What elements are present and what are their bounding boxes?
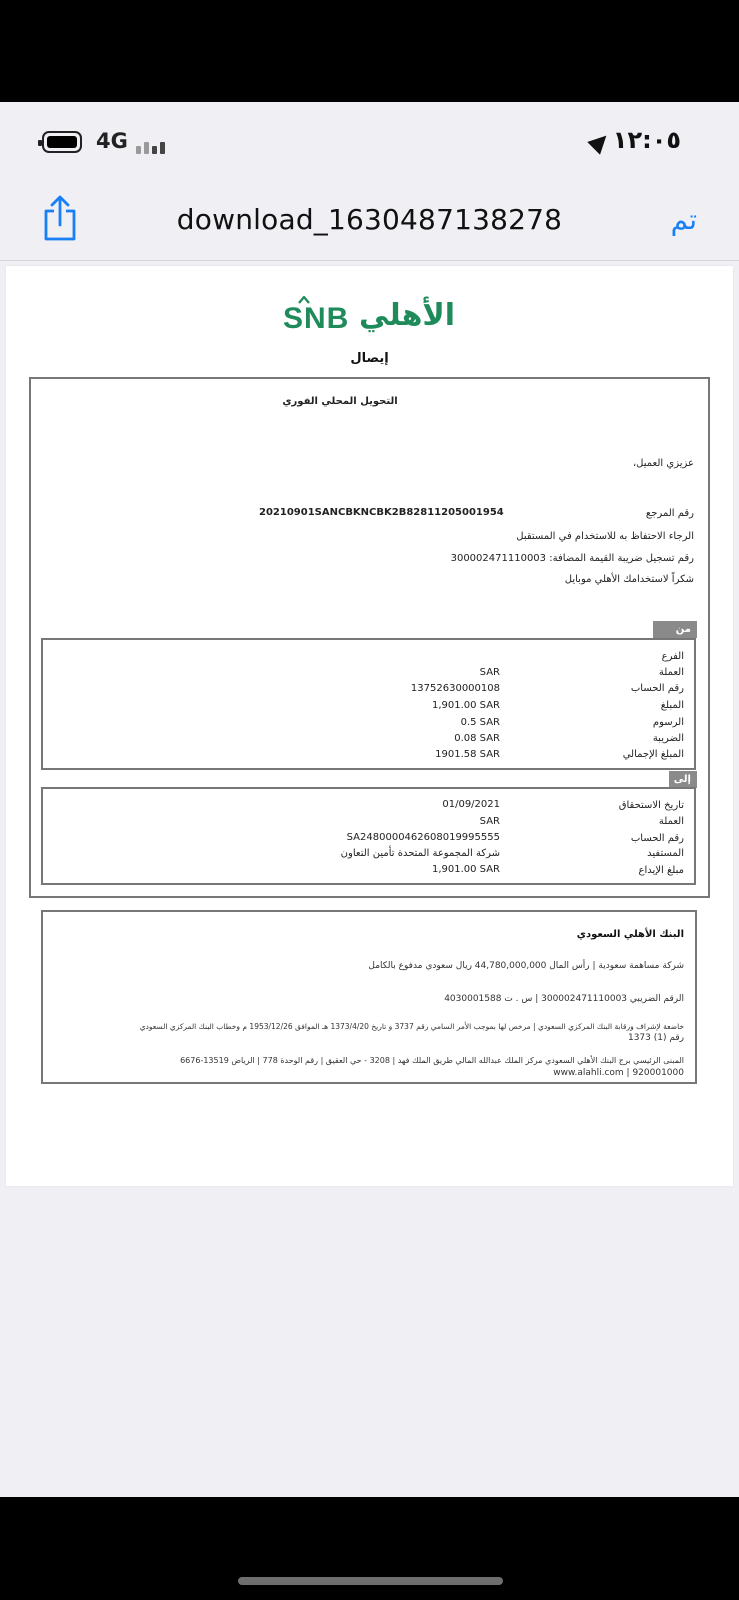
reference-label: رقم المرجع	[645, 508, 694, 519]
from-value-account: 13752630000108	[410, 683, 500, 694]
battery-nub	[38, 140, 42, 146]
from-value-amount: 1,901.00 SAR	[431, 700, 500, 711]
to-value-deposit: 1,901.00 SAR	[431, 864, 500, 875]
footer-license-no: رقم (1) 1373	[627, 1033, 684, 1043]
to-label-due-date: تاريخ الاستحقاق	[618, 800, 684, 811]
to-label-currency: العملة	[658, 816, 684, 827]
from-value-tax: 0.08 SAR	[454, 733, 500, 744]
to-label-beneficiary: المستفيد	[647, 848, 684, 859]
footer-capital: شركة مساهمة سعودية | رأس المال 44,780,000,000 ريال سعودي مدفوع بالكامل	[368, 961, 684, 971]
from-label-fees: الرسوم	[652, 717, 684, 728]
bank-logo-en: SNB	[283, 302, 350, 335]
bank-logo-ar: الأهلي	[359, 298, 456, 333]
to-tag: إلى	[669, 771, 697, 788]
to-value-beneficiary: شركة المجموعة المتحدة تأمين التعاون	[340, 848, 500, 859]
from-tag: من	[653, 621, 697, 638]
keep-note: الرجاء الاحتفاظ به للاستخدام في المستقبل	[516, 531, 694, 542]
battery-icon	[42, 131, 82, 153]
footer-heading: البنك الأهلي السعودي	[576, 929, 684, 940]
from-label-tax: الضريبة	[652, 733, 684, 744]
reference-value: 20210901SANCBKNCBK2B82811205001954	[259, 507, 504, 518]
from-label-account: رقم الحساب	[630, 683, 684, 694]
home-indicator[interactable]	[238, 1577, 503, 1585]
from-box	[41, 638, 696, 770]
from-label-branch: الفرع	[661, 651, 684, 662]
to-value-account: SA2480000462608019995555	[346, 832, 500, 843]
receipt-title: إيصال	[350, 351, 389, 366]
bank-logo	[283, 296, 456, 342]
network-label: 4G	[96, 129, 128, 153]
greeting: عزيزي العميل،	[632, 458, 694, 469]
to-label-deposit: مبلغ الإيداع	[638, 865, 684, 876]
to-label-account: رقم الحساب	[630, 833, 684, 844]
footer-address: المبنى الرئيسي برج البنك الأهلي السعودي مركز الملك عبدالله المالي طريق الملك فهد | 3208 - حي العقيق | رقم الوحدة 778 | الرياض 13519-6676	[180, 1056, 684, 1065]
thanks-message: شكراً لاستخدامك الأهلي موبايل	[564, 574, 694, 585]
from-label-amount: المبلغ	[660, 700, 684, 711]
from-value-fees: 0.5 SAR	[460, 717, 500, 728]
document-title: download_1630487138278	[176, 203, 563, 236]
vat-line: رقم تسجيل ضريبة القيمة المضافة: 300002471110003	[450, 553, 694, 564]
footer-contact: 920001000 | www.alahli.com	[553, 1068, 684, 1078]
footer-tax-id: الرقم الضريبي 300002471110003 | س . ت 4030001588	[444, 994, 684, 1004]
status-time: ١٢:٠٥	[612, 126, 681, 154]
done-button[interactable]: تم	[670, 203, 697, 236]
from-label-total: المبلغ الإجمالي	[622, 749, 684, 760]
footer-license: خاضعة لإشراف ورقابة البنك المركزي السعودي | مرخص لها بموجب الأمر السامي رقم 3737 و تاريخ 1373/4/20 هـ الموافق 1953/12/26 م وخطاب البنك المركزي السعودي	[139, 1022, 684, 1031]
to-value-due-date: 01/09/2021	[442, 799, 500, 810]
to-value-currency: SAR	[479, 816, 500, 827]
from-value-total: 1901.58 SAR	[435, 749, 500, 760]
transfer-type: التحويل المحلي الفوري	[282, 396, 398, 407]
from-value-currency: SAR	[479, 667, 500, 678]
signal-icon	[136, 134, 172, 154]
from-label-currency: العملة	[658, 667, 684, 678]
